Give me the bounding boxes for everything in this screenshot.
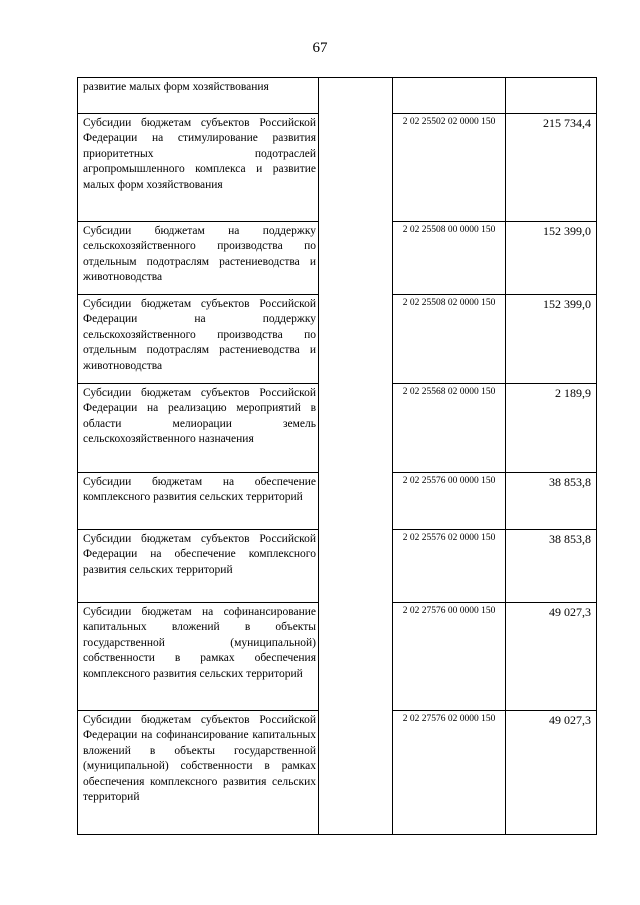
budget-table [77, 77, 597, 835]
row-amount: 2 189,9 [506, 384, 597, 473]
row-name: Субсидии бюджетам субъектов Российской Федерации на реализацию мероприятий в области мелиорации земель сельскохозяйственного назначения [78, 384, 319, 473]
row-name: Субсидии бюджетам субъектов Российской Федерации на стимулирование развития приоритетных подотраслей агропромышленного комплекса и развитие малых форм хозяйствования [78, 114, 319, 222]
row-code [393, 78, 506, 114]
row-amount: 38 853,8 [506, 473, 597, 530]
row-amount: 49 027,3 [506, 603, 597, 711]
row-name: развитие малых форм хозяйствования [78, 78, 319, 114]
row-amount: 38 853,8 [506, 530, 597, 603]
row-code: 2 02 27576 02 0000 150 [393, 711, 506, 835]
row-amount [506, 78, 597, 114]
row-name: Субсидии бюджетам на софинансирование капитальных вложений в объекты государственной (муниципальной) собственности в рамках обеспечения комплексного развития сельских территорий [78, 603, 319, 711]
row-code: 2 02 25508 02 0000 150 [393, 295, 506, 384]
row-code: 2 02 25568 02 0000 150 [393, 384, 506, 473]
row-name: Субсидии бюджетам субъектов Российской Федерации на обеспечение комплексного развития сельских территорий [78, 530, 319, 603]
row-code: 2 02 25508 00 0000 150 [393, 222, 506, 295]
table-row [78, 78, 597, 114]
row-name: Субсидии бюджетам на поддержку сельскохозяйственного производства по отдельным подотраслям растениеводства и животноводства [78, 222, 319, 295]
row-name: Субсидии бюджетам субъектов Российской Федерации на софинансирование капитальных вложений в объекты государственной (муниципальной) собственности в рамках обеспечения комплексного развития сельских территорий [78, 711, 319, 835]
budget-table-body [78, 78, 597, 835]
row-code: 2 02 25502 02 0000 150 [393, 114, 506, 222]
row-amount: 215 734,4 [506, 114, 597, 222]
row-code: 2 02 25576 00 0000 150 [393, 473, 506, 530]
row-name: Субсидии бюджетам субъектов Российской Федерации на поддержку сельскохозяйственного производства по отдельным подотраслям растениеводства и животноводства [78, 295, 319, 384]
row-name: Субсидии бюджетам на обеспечение комплексного развития сельских территорий [78, 473, 319, 530]
row-code: 2 02 27576 00 0000 150 [393, 603, 506, 711]
row-amount: 152 399,0 [506, 222, 597, 295]
empty-column [319, 78, 393, 835]
page-number: 67 [312, 40, 328, 56]
row-code: 2 02 25576 02 0000 150 [393, 530, 506, 603]
row-amount: 49 027,3 [506, 711, 597, 835]
row-amount: 152 399,0 [506, 295, 597, 384]
